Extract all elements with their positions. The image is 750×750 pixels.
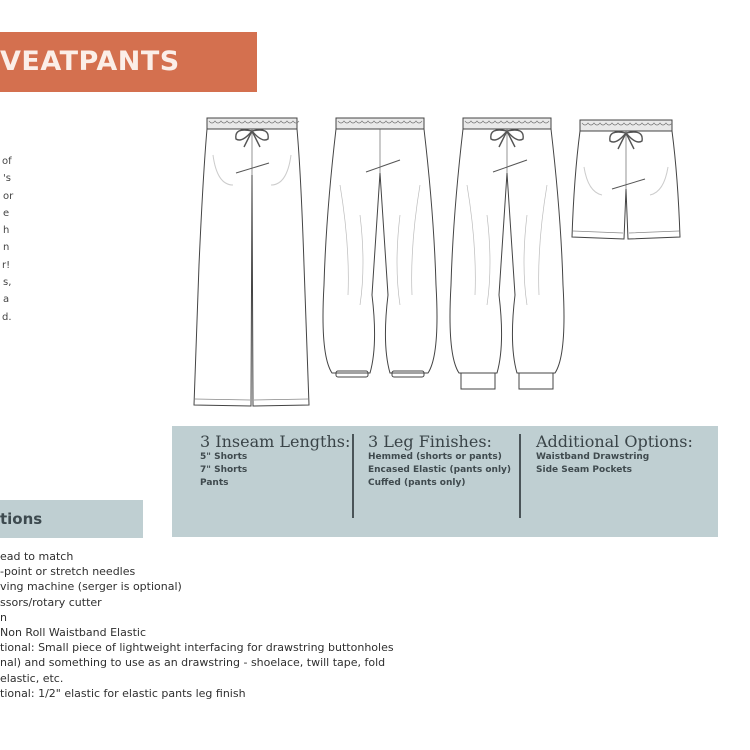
- column-divider: [352, 434, 354, 518]
- shorts-illustration: [570, 117, 682, 245]
- intro-line: n: [3, 242, 10, 254]
- cuffed-pants-illustration: [447, 115, 567, 395]
- garment-illustrations: [185, 105, 705, 415]
- materials-item: elastic, etc.: [0, 671, 64, 685]
- option-item: 5" Shorts: [200, 452, 248, 462]
- intro-line: of: [2, 156, 12, 167]
- materials-item: ead to match: [0, 550, 74, 563]
- materials-item: tional: 1/2" elastic for elastic pants leg finish: [0, 686, 246, 700]
- leg-finishes-column: [368, 432, 511, 490]
- option-item: Encased Elastic (pants only): [368, 465, 512, 475]
- intro-line: s,: [3, 277, 12, 289]
- option-item: Waistband Drawstring: [536, 452, 650, 462]
- column-divider: [519, 434, 521, 518]
- materials-item: Non Roll Waistband Elastic: [0, 626, 146, 640]
- materials-item: ssors/rotary cutter: [0, 595, 102, 609]
- additional-options-heading: Additional Options:: [536, 432, 693, 451]
- page-title: VEATPANTS: [0, 46, 180, 77]
- intro-line: r!: [2, 259, 11, 271]
- option-item: Cuffed (pants only): [368, 478, 466, 488]
- inseam-lengths-column: [200, 432, 350, 490]
- materials-item: tional: Small piece of lightweight interfacing for drawstring buttonholes: [0, 641, 394, 655]
- materials-item: n: [0, 610, 7, 624]
- materials-item: nal) and something to use as an drawstring - shoelace, twill tape, fold: [0, 656, 386, 670]
- materials-item: ving machine (serger is optional): [0, 580, 182, 594]
- intro-line: h: [3, 225, 10, 237]
- materials-list: [0, 549, 394, 701]
- intro-line: or: [3, 190, 14, 202]
- intro-line: a: [3, 294, 10, 306]
- intro-line: d.: [2, 311, 12, 323]
- materials-title: tions: [0, 510, 43, 528]
- additional-options-column: [536, 432, 693, 477]
- option-item: Pants: [200, 478, 229, 488]
- option-item: Hemmed (shorts or pants): [368, 452, 502, 462]
- straight-leg-pants-illustration: [191, 115, 313, 411]
- options-panel: [172, 426, 718, 537]
- intro-text: [0, 153, 13, 326]
- option-item: 7" Shorts: [200, 465, 248, 475]
- inseam-lengths-heading: 3 Inseam Lengths:: [200, 432, 351, 451]
- intro-line: 's: [3, 173, 11, 185]
- materials-item: -point or stretch needles: [0, 565, 136, 579]
- elastic-cuff-pants-illustration: [320, 115, 440, 390]
- intro-line: e: [3, 207, 10, 219]
- leg-finishes-heading: 3 Leg Finishes:: [368, 432, 492, 451]
- option-item: Side Seam Pockets: [536, 465, 633, 475]
